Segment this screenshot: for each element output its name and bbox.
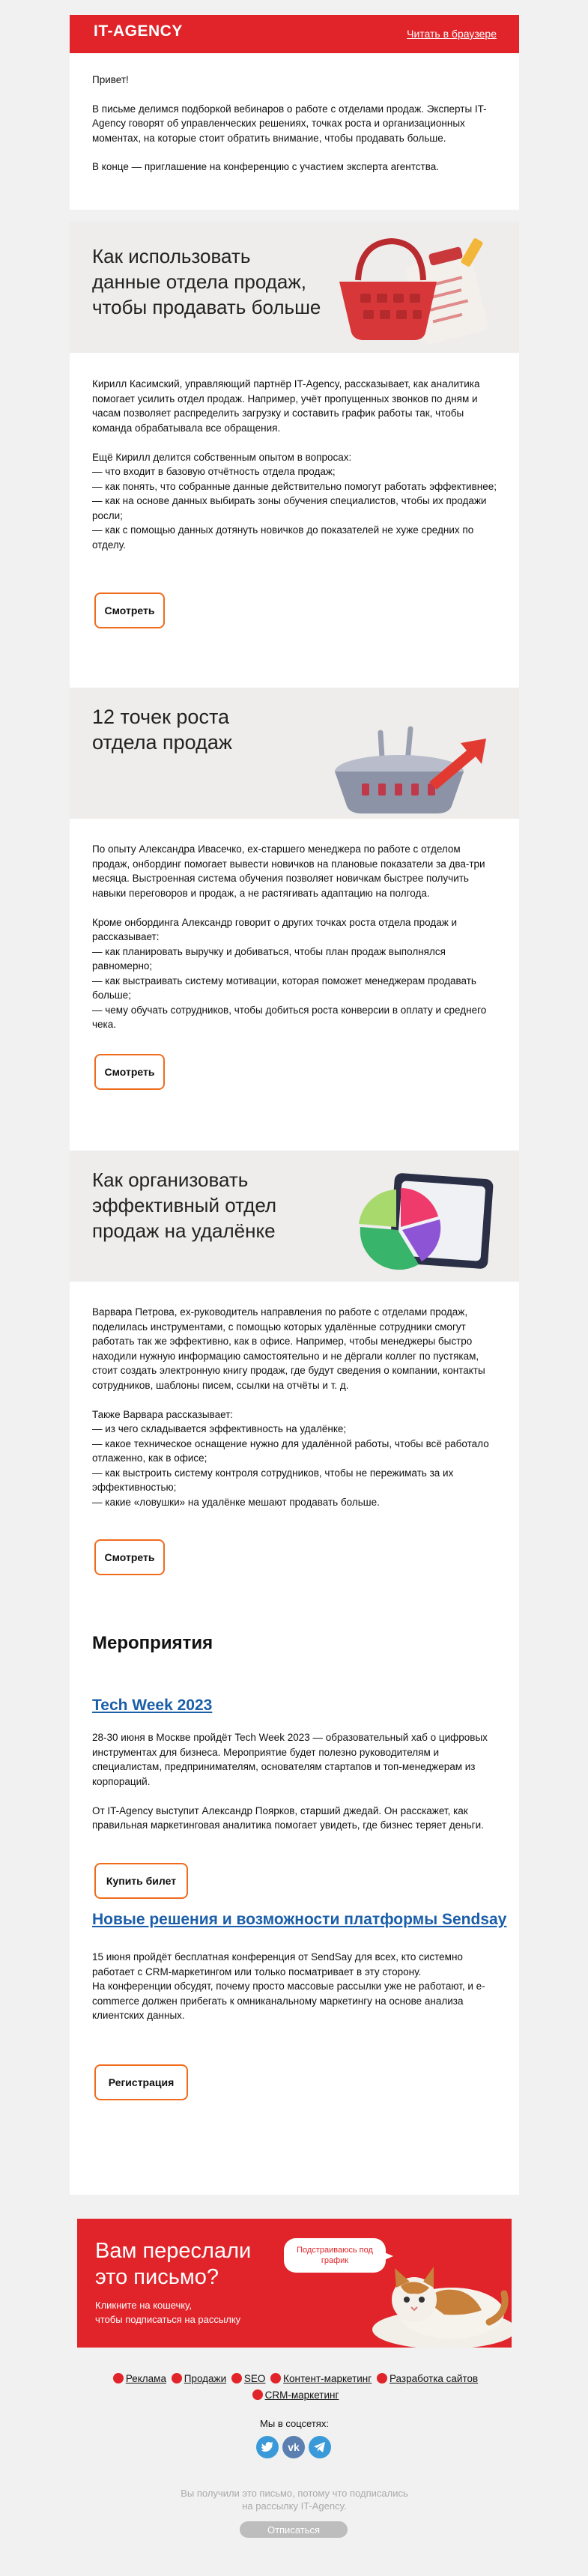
red-bullet-icon: [377, 2373, 387, 2383]
intro-paragraph-1: В письме делимся подборкой вебинаров о работе с отделами продаж. Эксперты IT-Agency говорят об управленческих решениях, точках роста и организационных моментах, на которые стоит обратить внимание, чтобы продавать больше.: [92, 103, 487, 144]
webinar-1-banner[interactable]: [70, 222, 519, 353]
webinar-2-title-line: отдела продаж: [92, 731, 232, 754]
webinar-1-title-line: данные отдела продаж,: [92, 270, 306, 293]
webinar-3-description: Варвара Петрова, ex-руководитель направления по работе с отделами продаж, поделилась инструментами, с помощью которых удалённые сотрудники смогут работать так же эффективно, как в офисе. Например, чтобы менеджеры быстро находили нужную информацию самостоятельно и не дёргали коллег по пустякам, стоит создать электронную книгу продаж, где будут сведения о компании, контакты сотрудников, шаблоны писем, ссылки на отчёты и т. д. Также Варвара рассказывает: — из чего складывается эффективность на удалёнке; — какое техническое оснащение нужно для удалённой работы, чтобы всё работало отлаженно, как в офисе; — как выстроить систему контроля сотрудников, чтобы не пережимать за их эффективностью; — какие «ловушки» на удалёнке мешают продавать больше.: [92, 1306, 489, 1508]
watch-button[interactable]: Смотреть: [94, 1054, 165, 1090]
red-bullet-icon: [113, 2373, 124, 2383]
intro-text: [92, 73, 497, 189]
footer-link-seo[interactable]: SEO: [243, 2373, 266, 2384]
twitter-icon[interactable]: [256, 2436, 279, 2458]
telegram-icon[interactable]: [309, 2436, 331, 2458]
intro-paragraph-2: В конце — приглашение на конференцию с участием эксперта агентства.: [92, 161, 439, 172]
event-title-link[interactable]: Новые решения и возможности платформы Sendsay: [92, 1911, 507, 1928]
red-bullet-icon: [231, 2373, 242, 2383]
main-content-card: [70, 222, 519, 2195]
social-label: Мы в соцсетях:: [260, 2418, 329, 2429]
footer-category-links: [70, 2371, 519, 2404]
webinar-1-title: [92, 243, 321, 320]
unsubscribe-button[interactable]: Отписаться: [240, 2521, 348, 2538]
webinar-2-title-line: 12 точек роста: [92, 706, 230, 728]
footer-link-advertising[interactable]: Реклама: [125, 2373, 166, 2384]
promo-title-line: Вам переслали: [95, 2239, 252, 2263]
red-bullet-icon: [270, 2373, 281, 2383]
red-bullet-icon: [252, 2389, 263, 2400]
speech-bubble: Подстраиваюсь под график: [284, 2238, 386, 2273]
basket-growth-arrow-illustration: [317, 710, 497, 819]
red-bullet-icon: [172, 2373, 182, 2383]
promo-subtitle: [95, 2298, 240, 2327]
webinar-3-title-line: продаж на удалёнке: [92, 1219, 276, 1242]
vk-icon[interactable]: vk: [282, 2436, 305, 2458]
monitor-pie-chart-illustration: [347, 1173, 497, 1282]
greeting: Привет!: [92, 74, 129, 85]
promo-subtitle-line: чтобы подписаться на рассылку: [95, 2314, 241, 2325]
webinar-1-title-line: Как использовать: [92, 245, 251, 267]
footer-link-crm-marketing[interactable]: CRM-маркетинг: [264, 2389, 339, 2401]
promo-title: [95, 2238, 251, 2291]
event-1-description: 28-30 июня в Москве пройдёт Tech Week 2023 — образовательный хаб о цифровых инструментах для бизнеса. Мероприятие будет полезно руководителям и специалистам, предпринимателям, основателям стартапов и топ-менеджерам из корпораций. От IT-Agency выступит Александр Пояркoв, старший джедай. Он расскажет, как правильная маркетинговая аналитика помогает увидеть, где бизнес теряет деньги.: [92, 1732, 488, 1831]
footer-link-content-marketing[interactable]: Контент-маркетинг: [283, 2373, 372, 2384]
event-2-description: 15 июня пройдёт бесплатная конференция от SendSay для всех, кто системно работает с CRM-маркетингом или только посматривает в эту сторону. На конференции обсудят, почему просто массовые рассылки уже не работают, и e-commerce должен прибегать к омниканальному маркетингу на основе анализа клиентских данных.: [92, 1951, 485, 2021]
webinar-3-banner[interactable]: [70, 1151, 519, 1282]
intro-card: [70, 53, 519, 210]
webinar-1-title-line: чтобы продавать больше: [92, 296, 321, 318]
webinar-3-title-line: Как организовать: [92, 1169, 249, 1191]
watch-button[interactable]: Смотреть: [94, 1539, 165, 1575]
disclaimer-line: на рассылку IT-Agency.: [242, 2500, 347, 2512]
promo-subtitle-line: Кликните на кошечку,: [95, 2300, 192, 2311]
webinar-2-banner[interactable]: [70, 688, 519, 819]
promo-title-line: это письмо?: [95, 2265, 219, 2289]
events-heading: Мероприятия: [92, 1633, 213, 1653]
disclaimer-line: Вы получили это письмо, потому что подписались: [181, 2488, 408, 2499]
watch-button[interactable]: Смотреть: [94, 593, 165, 628]
webinar-3-title-line: эффективный отдел: [92, 1194, 277, 1216]
webinar-2-title: [92, 704, 232, 755]
logo[interactable]: IT-AGENCY: [94, 22, 183, 40]
webinar-2-description: По опыту Александра Ивасечко, ex-старшего менеджера по работе с отделом продаж, онбординг помогает вывести новичков на плановые показатели за два-три месяца. Выстроенная система обучения позволяет новичкам быстрее получить навыки переговоров и продаж, а не растягивать адаптацию на полгода. Кроме онбординга Александр говорит о других точках роста отдела продаж и рассказывает: — как планировать выручку и добиваться, чтобы план продаж выполнялся равномерно; — как выстраивать систему мотивации, которая поможет менеджерам продавать больше; — чему обучать сотрудников, чтобы добиться роста конверсии в оплату и среднего чека.: [92, 843, 487, 1030]
webinar-1-description: Кирилл Касимский, управляющий партнёр IT-Agency, рассказывает, как аналитика помогает усилить отдел продаж. Например, учёт пропущенных звонков по дням и часам позволяет распределить загрузку и составить график работы так, чтобы команда обрабатывала все обращения. Ещё Кирилл делится собственным опытом в вопросах: — что входит в базовую отчётность отдела продаж; — как понять, что собранные данные действительно помогут работать эффективнее; — как на основе данных выбирать зоны обучения специалистов, чтобы их продажи росли; — как с помощью данных дотянуть новичков до показателей не хуже средних по отделу.: [92, 378, 497, 551]
subscription-disclaimer: [70, 2487, 519, 2512]
footer-link-web-development[interactable]: Разработка сайтов: [389, 2373, 479, 2384]
webinar-3-title: [92, 1167, 276, 1243]
footer-link-sales[interactable]: Продажи: [184, 2373, 227, 2384]
forwarded-email-promo[interactable]: [77, 2219, 512, 2348]
cat-illustration[interactable]: [362, 2241, 512, 2348]
event-title-link[interactable]: Tech Week 2023: [92, 1697, 213, 1714]
register-button[interactable]: Регистрация: [94, 2064, 188, 2100]
read-in-browser-link[interactable]: Читать в браузере: [407, 28, 497, 40]
email-header: [70, 15, 519, 53]
buy-ticket-button[interactable]: Купить билет: [94, 1863, 188, 1899]
shopping-basket-clipboard-illustration: [324, 228, 497, 351]
